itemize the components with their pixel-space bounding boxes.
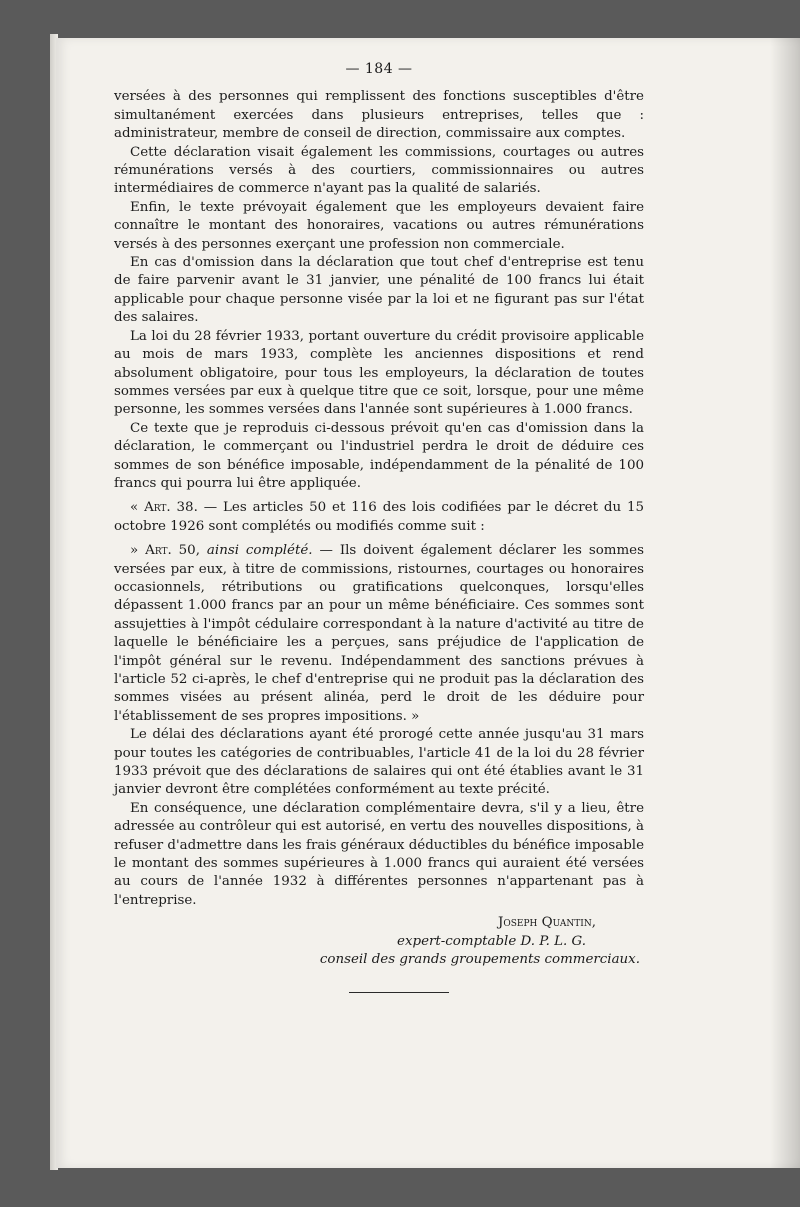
article-38-label: Art. 38.: [144, 500, 198, 516]
closing-rule: [349, 992, 449, 993]
signature-organization: conseil des grands groupements commerciaux.: [319, 952, 640, 968]
quote-continue: »: [130, 543, 146, 559]
signature-title: expert-comptable D. P. L. G.: [397, 933, 586, 949]
article-50-quote: [114, 542, 644, 726]
paragraph-7: Le délai des déclarations ayant été prorogé cette année jusqu'au 31 mars pour toutes les catégories de contribuables, l'article 41 de la loi du 28 février 1933 prévoit que des déclarations de salaires qui ont été établies avant le 31 janvier devront être complétées conformément au texte précité.: [114, 727, 644, 798]
article-38-quote: [114, 499, 644, 536]
paragraph-6: Ce texte que je reproduis ci-dessous prévoit qu'en cas d'omission dans la déclaration, le commerçant ou l'industriel perdra le droit de déduire ces sommes de son bénéfice imposable, indépendamment de la pénalité de 100 francs qui pourra lui être appliquée.: [114, 420, 644, 491]
article-38-text: — Les articles 50 et 116 des lois codifiées par le décret du 15 octobre 1926 sont complétés ou modifiés comme suit :: [114, 500, 644, 534]
signature-block: [114, 914, 644, 969]
page-number: — 184 —: [345, 61, 413, 77]
article-50-text: — Ils doivent également déclarer les sommes versées par eux, à titre de commissions, ristournes, courtages ou honoraires occasionnels, rétributions ou gratifications quelconques, lorsqu'elles dépassent 1.000 francs par an pour un même bénéficiaire. Ces sommes sont assujetties à l'impôt cédulaire correspondant à la nature d'activité au titre de laquelle le bénéficiaire les a perçues, sans préjudice de l'application de l'impôt général sur le revenu. Indépendamment des sanctions prévues à l'article 52 ci-après, le chef d'entreprise qui ne produit pas la déclaration des sommes visées au présent alinéa, perd le droit de les déduire pour l'établissement de ses propres impositions. »: [114, 543, 644, 724]
article-50-label: Art. 50,: [145, 543, 200, 559]
paragraph-3: Enfin, le texte prévoyait également que les employeurs devaient faire connaître le montant des honoraires, vacations ou autres rémunérations versés à des personnes exerçant une profession non commerciale.: [114, 199, 644, 252]
page-content: [114, 60, 644, 993]
paragraph-2: Cette déclaration visait également les commissions, courtages ou autres rémunérations versés à des courtiers, commissionnaires ou autres intermédiaires de commerce n'ayant pas la qualité de salariés.: [114, 144, 644, 197]
paragraph-4: En cas d'omission dans la déclaration que tout chef d'entreprise est tenu de faire parvenir avant le 31 janvier, une pénalité de 100 francs lui était applicable pour chaque personne visée par la loi et ne figurant pas sur l'état des salaires.: [114, 255, 644, 326]
signature-name: Joseph Quantin,: [498, 915, 596, 931]
paragraph-1: versées à des personnes qui remplissent des fonctions susceptibles d'être simultanément exercées dans plusieurs entreprises, telles que : administrateur, membre de conseil de direction, commissaire aux comptes.: [114, 89, 644, 142]
paragraph-5: La loi du 28 février 1933, portant ouverture du crédit provisoire applicable au mois de mars 1933, complète les anciennes dispositions et rend absolument obligatoire, pour tous les employeurs, la déclaration de toutes sommes versées par eux à quelque titre que ce soit, lorsque, pour une même personne, les sommes versées dans l'année sont supérieures à 1.000 francs.: [114, 328, 644, 418]
quote-open: «: [130, 500, 145, 516]
article-50-italic: ainsi complété.: [199, 543, 313, 559]
binding-shadow: [770, 38, 800, 1168]
paragraph-8: En conséquence, une déclaration complémentaire devra, s'il y a lieu, être adressée au contrôleur qui est autorisé, en vertu des nouvelles dispositions, à refuser d'admettre dans les frais généraux déductibles du bénéfice imposable le montant des sommes supérieures à 1.000 francs qui auraient été versées au cours de l'année 1932 à différentes personnes n'appartenant pas à l'entreprise.: [114, 800, 644, 908]
